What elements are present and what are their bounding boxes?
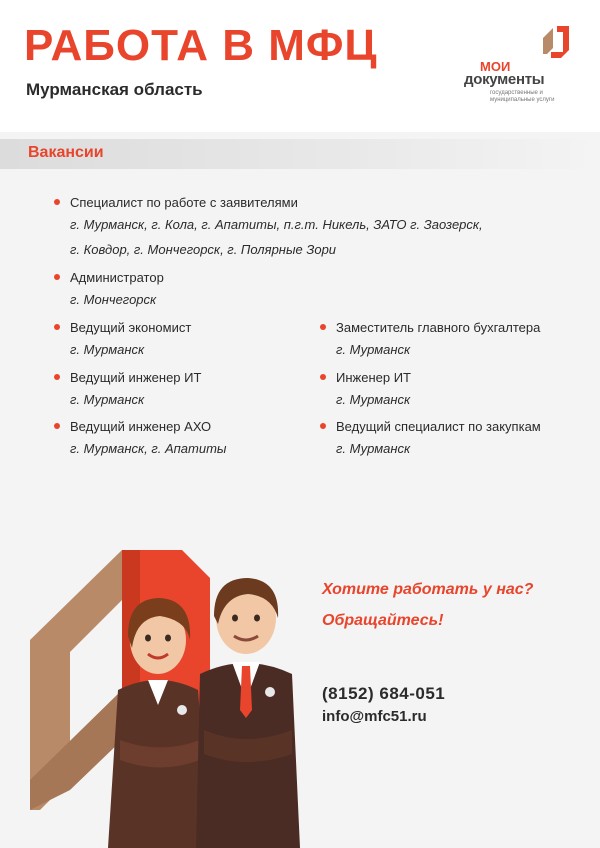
logo-text-moi: МОИ — [480, 59, 511, 74]
vacancy-item — [70, 369, 201, 412]
vacancy-item — [70, 269, 164, 312]
vacancy-location: г. Мурманск — [70, 342, 145, 357]
vacancy-title: Инженер ИТ — [336, 370, 411, 385]
vacancy-title: Администратор — [70, 270, 164, 285]
vacancy-title: Ведущий специалист по закупкам — [336, 419, 541, 434]
logo-text-tagline: государственные и муниципальные услуги — [490, 90, 555, 103]
cta-question: Хотите работать у нас? — [322, 581, 534, 598]
vacancy-title: Заместитель главного бухгалтера — [336, 320, 541, 335]
bullet-icon — [320, 324, 326, 330]
section-title: Вакансии — [28, 144, 104, 161]
vacancy-item — [336, 418, 541, 461]
vacancy-location: г. Мурманск — [70, 392, 145, 407]
vacancy-location: г. Мурманск — [336, 342, 411, 357]
bullet-icon — [54, 199, 60, 205]
bullet-icon — [320, 374, 326, 380]
vacancy-item — [336, 369, 411, 412]
vacancy-item — [336, 319, 540, 362]
moi-dokumenty-logo-icon — [543, 26, 569, 58]
bullet-icon — [54, 274, 60, 280]
vacancy-location: г. Мурманск — [336, 441, 411, 456]
vacancy-item — [70, 418, 227, 461]
contact-phone[interactable]: (8152) 684-051 — [322, 684, 446, 703]
vacancy-title: Специалист по работе с заявителями — [70, 195, 298, 210]
vacancy-item — [70, 319, 191, 362]
bullet-icon — [54, 374, 60, 380]
moi-dokumenty-logo — [460, 24, 580, 114]
vacancy-location: г. Ковдор, г. Мончегорск, г. Полярные Зори — [70, 242, 337, 257]
vacancy-title: Ведущий инженер АХО — [70, 419, 212, 434]
region-subtitle: Мурманская область — [26, 80, 203, 99]
section-header-bar — [0, 139, 600, 169]
cta-appeal: Обращайтесь! — [322, 612, 444, 629]
logo-text-dokumenty: документы — [464, 71, 545, 88]
two-mfc-employees-illustration — [0, 540, 300, 848]
vacancy-location: г. Мончегорск — [70, 292, 157, 307]
vacancy-location: г. Мурманск, г. Кола, г. Апатиты, п.г.т. Никель, ЗАТО г. Заозерск, — [70, 217, 483, 232]
bullet-icon — [54, 324, 60, 330]
vacancy-location: г. Мурманск, г. Апатиты — [70, 441, 227, 456]
page-title: РАБОТА В МФЦ — [24, 21, 378, 70]
contact-email[interactable]: info@mfc51.ru — [322, 708, 427, 725]
vacancy-title: Ведущий экономист — [70, 320, 192, 335]
vacancy-title: Ведущий инженер ИТ — [70, 370, 202, 385]
vacancy-location: г. Мурманск — [336, 392, 411, 407]
bullet-icon — [54, 423, 60, 429]
header — [0, 0, 600, 132]
vacancy-item — [70, 194, 483, 262]
bullet-icon — [320, 423, 326, 429]
